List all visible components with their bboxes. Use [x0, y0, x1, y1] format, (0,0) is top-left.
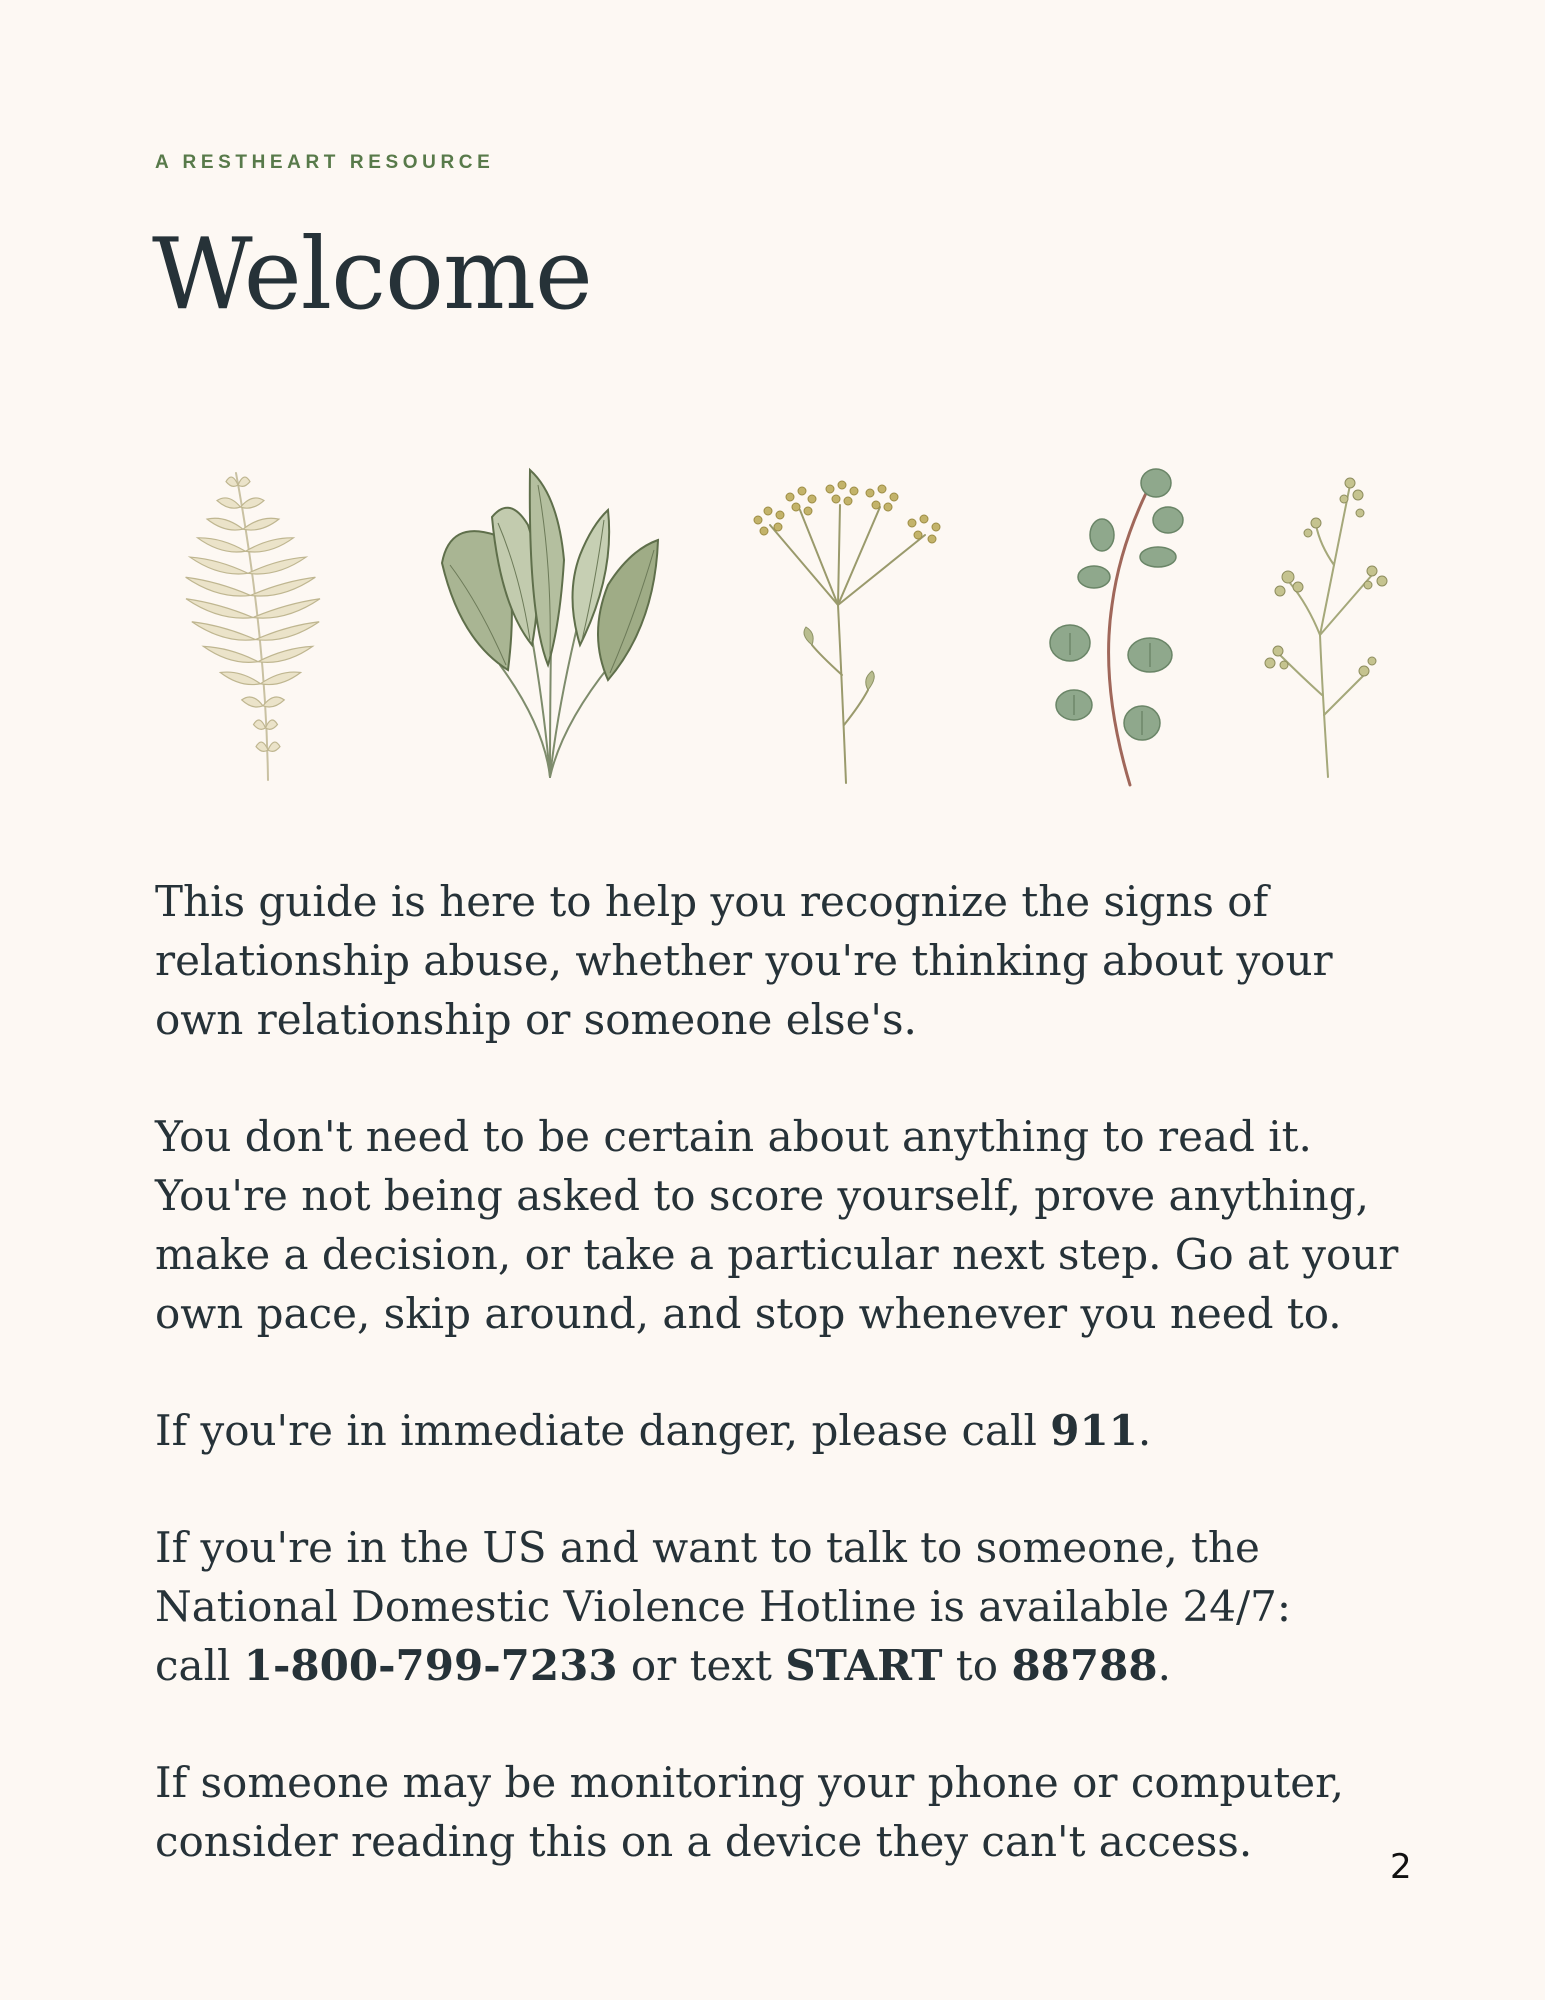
fern-leaflet: [248, 557, 306, 574]
emergency-paragraph: [155, 1401, 1405, 1460]
fern-leaflet: [220, 672, 260, 685]
fern-leaflet: [251, 577, 316, 596]
umbel-flower-icon: [750, 465, 950, 795]
fern-leaflet: [268, 742, 280, 751]
emergency-number[interactable]: 911: [1050, 1406, 1138, 1455]
resource-eyebrow: A RESTHEART RESOURCE: [155, 152, 495, 173]
text-keyword: START: [785, 1641, 943, 1690]
page-number: 2: [1390, 1847, 1412, 1887]
eucalyptus-sprig-icon: [1040, 465, 1190, 795]
call-prefix: call: [155, 1641, 244, 1690]
fern-leaflet: [186, 599, 253, 618]
botanical-illustrations: [150, 465, 1395, 795]
fern-leaflet: [243, 518, 279, 530]
fern-leaflet: [198, 538, 246, 552]
fern-leaflet: [266, 720, 278, 729]
fern-leaflet: [258, 646, 313, 662]
to-word: to: [942, 1641, 1012, 1690]
page-title: Welcome: [152, 218, 592, 332]
fern-leaflet: [207, 518, 243, 530]
text-prefix: or text: [617, 1641, 786, 1690]
fern-leaflet: [256, 622, 320, 640]
fern-leaflet: [217, 498, 240, 508]
hotline-intro: If you're in the US and want to talk to someone, the National Domestic Violence Hotline is available 24/7:: [155, 1523, 1291, 1631]
fern-leaflet: [246, 538, 294, 552]
hotline-number[interactable]: 1-800-799-7233: [243, 1641, 618, 1690]
emergency-text: If you're in immediate danger, please call: [155, 1406, 1051, 1455]
fern-leaflet: [186, 577, 251, 596]
body-content: [155, 872, 1405, 1929]
intro-paragraph: This guide is here to help you recognize the signs of relationship abuse, whether you're thinking about your own relationship or someone else's.: [155, 877, 1333, 1044]
fern-icon: [150, 465, 390, 795]
fern-leaflet: [253, 599, 320, 618]
hotline-period: .: [1157, 1641, 1171, 1690]
fern-leaflet: [261, 672, 301, 685]
fern-leaflet: [238, 477, 250, 486]
privacy-paragraph: If someone may be monitoring your phone or computer, consider reading this on a device they can't access.: [155, 1758, 1344, 1866]
fern-leaflet: [242, 697, 263, 707]
reassurance-paragraph: You don't need to be certain about anything to read it. You're not being asked to score yourself, prove anything, make a decision, or take a particular next step. Go at your own pace, skip around, and stop whenever you need to.: [155, 1112, 1399, 1338]
fern-leaflet: [190, 557, 248, 574]
fern-leaflet: [203, 646, 258, 662]
fern-leaflets: [186, 477, 320, 751]
fern-leaflet: [241, 498, 264, 508]
fern-leaflet: [254, 720, 266, 729]
emergency-period: .: [1137, 1406, 1152, 1455]
wildflower-sprig-icon: [1260, 465, 1395, 795]
fern-leaflet: [263, 697, 284, 707]
text-number[interactable]: 88788: [1011, 1641, 1158, 1690]
sage-leaves-icon: [440, 465, 660, 795]
fern-leaflet: [192, 622, 256, 640]
hotline-paragraph: [155, 1518, 1405, 1695]
